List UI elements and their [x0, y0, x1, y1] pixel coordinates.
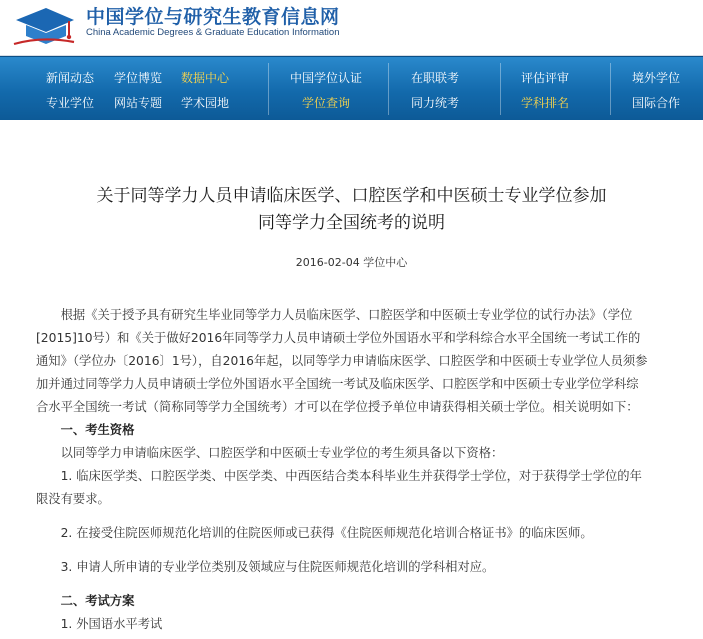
article-title — [30, 183, 673, 237]
nav-news[interactable]: 新闻动态 — [46, 71, 95, 85]
nav-discipline-ranking[interactable]: 学科排名 — [521, 96, 570, 110]
nav-overseas-degree[interactable]: 境外学位 — [632, 71, 681, 85]
nav-site-topics[interactable]: 网站专题 — [114, 96, 163, 110]
nav-academic-garden[interactable]: 学术园地 — [181, 96, 230, 110]
site-subtitle: China Academic Degrees & Graduate Education Information — [86, 27, 340, 38]
site-header — [0, 0, 703, 56]
intro-paragraph: 根据《关于授予具有研究生毕业同等学力人员临床医学、口腔医学和中医硕士专业学位的试行办法》（学位[2015]10号）和《关于做好2016年同等学力人员申请硕士学位外国语水平和学科综合水平全国统一考试工作的通知》（学位办〔2016〕1号），自2016年起，以同等学力申请临床医学、口腔医学和中医硕士专业学位人员须参加并通过同等学力人员申请硕士学位外国语水平全国统一考试及临床医学、口腔医学和中医硕士专业学位学科综合水平全国统一考试（简称同等学力全国统考）才可以在学位授予单位申请获得相关硕士学位。相关说明如下： — [36, 308, 648, 414]
nav-degree-expo[interactable]: 学位博览 — [114, 71, 163, 85]
nav-divider — [268, 63, 269, 115]
list-item: 1. 临床医学类、口腔医学类、中医学类、中西医结合类本科毕业生并获得学士学位，对于获得学士学位的年限没有要求。 — [36, 469, 642, 506]
nav-degree-query[interactable]: 学位查询 — [302, 96, 351, 110]
section-heading: 二、考试方案 — [60, 594, 135, 608]
nav-equivalent-exam[interactable]: 同力统考 — [411, 96, 460, 110]
section-lead: 以同等学力申请临床医学、口腔医学和中医硕士专业学位的考生须具备以下资格： — [60, 446, 504, 460]
nav-in-service-exam[interactable]: 在职联考 — [411, 71, 460, 85]
nav-international-cooperation[interactable]: 国际合作 — [632, 96, 681, 110]
article-body — [36, 304, 648, 636]
nav-data-center[interactable]: 数据中心 — [181, 71, 230, 85]
nav-professional-degree[interactable]: 专业学位 — [46, 96, 95, 110]
article-meta — [0, 254, 703, 270]
article-title-line: 同等学力全国统考的说明 — [258, 213, 445, 233]
graduation-cap-logo-icon[interactable] — [12, 6, 76, 48]
nav-degree-certification[interactable]: 中国学位认证 — [290, 71, 363, 85]
list-item: 1. 外国语水平考试 — [60, 617, 163, 631]
list-item: 3. 申请人所申请的专业学位类别及领域应与住院医师规范化培训的学科相对应。 — [60, 560, 495, 574]
main-nav — [0, 56, 703, 120]
nav-evaluation[interactable]: 评估评审 — [521, 71, 570, 85]
list-item: 2. 在接受住院医师规范化培训的住院医师或已获得《住院医师规范化培训合格证书》的临床医师。 — [60, 526, 593, 540]
nav-divider — [388, 63, 389, 115]
nav-divider — [500, 63, 501, 115]
article-title-line: 关于同等学力人员申请临床医学、口腔医学和中医硕士专业学位参加 — [96, 186, 607, 206]
section-heading: 一、考生资格 — [60, 423, 135, 437]
site-title: 中国学位与研究生教育信息网 — [86, 6, 340, 28]
article-date: 2016-02-04 — [295, 256, 360, 269]
nav-divider — [610, 63, 611, 115]
article — [0, 120, 703, 639]
article-source: 学位中心 — [363, 256, 408, 269]
